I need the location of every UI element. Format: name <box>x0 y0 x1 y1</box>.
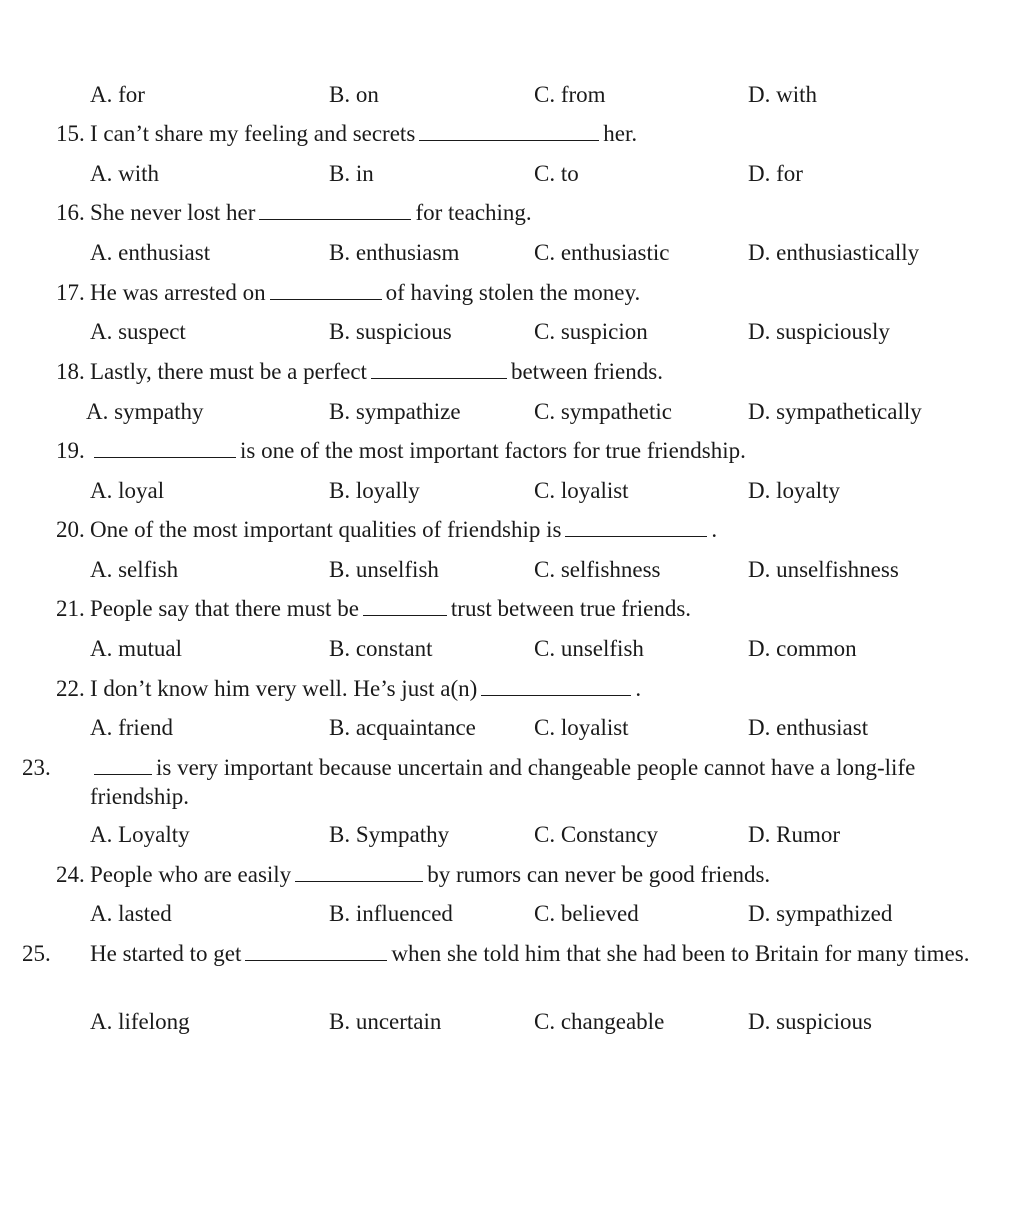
options-row-25 <box>0 1007 1024 1037</box>
option-c[interactable]: C. suspicion <box>534 319 648 344</box>
options-row-22 <box>0 713 1024 743</box>
option-c[interactable]: C. enthusiastic <box>534 240 670 265</box>
question-text <box>56 674 986 704</box>
question-number: 17. <box>56 280 85 305</box>
question-15 <box>0 119 1024 149</box>
option-b: B. on <box>329 82 379 107</box>
prev-options-row <box>0 80 1024 110</box>
question-number: 23. <box>22 755 51 780</box>
option-c: C. from <box>534 82 606 107</box>
option-a[interactable]: A. lifelong <box>90 1009 190 1034</box>
question-after: . <box>711 517 718 542</box>
question-after: is very important because uncertain and changeable people cannot have a long-life friendship. <box>90 755 916 809</box>
option-b[interactable]: B. constant <box>329 636 433 661</box>
question-after: between friends. <box>510 359 663 384</box>
options-row-23 <box>0 820 1024 850</box>
answer-blank[interactable] <box>245 940 387 961</box>
question-before: People say that there must be <box>90 596 359 621</box>
option-c[interactable]: C. sympathetic <box>534 399 672 424</box>
option-d[interactable]: D. common <box>748 636 857 661</box>
question-number: 20. <box>56 517 85 542</box>
question-number: 22. <box>56 676 85 701</box>
option-a[interactable]: A. enthusiast <box>90 240 211 265</box>
question-number: 24. <box>56 862 85 887</box>
option-b[interactable]: B. influenced <box>329 901 453 926</box>
option-a[interactable]: A. lasted <box>90 901 172 926</box>
option-b[interactable]: B. suspicious <box>329 319 452 344</box>
question-after: when she told him that she had been to Britain for many times. <box>391 941 970 966</box>
question-19 <box>0 436 1024 466</box>
question-23 <box>0 753 1024 813</box>
answer-blank[interactable] <box>94 437 236 458</box>
question-after: for teaching. <box>415 200 532 225</box>
option-a: A. for <box>90 82 145 107</box>
question-before: She never lost her <box>90 200 256 225</box>
question-text <box>56 278 986 308</box>
question-16 <box>0 198 1024 228</box>
question-number: 19. <box>56 438 85 463</box>
question-18 <box>0 357 1024 387</box>
question-text <box>56 515 986 545</box>
option-b[interactable]: B. uncertain <box>329 1009 442 1034</box>
options-row-20 <box>0 555 1024 585</box>
option-d[interactable]: D. Rumor <box>748 822 840 847</box>
option-a[interactable]: A. mutual <box>90 636 182 661</box>
answer-blank[interactable] <box>295 861 423 882</box>
question-after: . <box>635 676 642 701</box>
option-a[interactable]: A. sympathy <box>86 399 204 424</box>
options-row-21 <box>0 634 1024 664</box>
option-a[interactable]: A. friend <box>90 715 174 740</box>
question-before: He was arrested on <box>90 280 266 305</box>
question-before: I can’t share my feeling and secrets <box>90 121 416 146</box>
option-d[interactable]: D. suspiciously <box>748 319 890 344</box>
option-c[interactable]: C. changeable <box>534 1009 665 1034</box>
option-b[interactable]: B. enthusiasm <box>329 240 460 265</box>
answer-blank[interactable] <box>419 120 599 141</box>
question-after: is one of the most important factors for true friendship. <box>240 438 746 463</box>
option-a[interactable]: A. Loyalty <box>90 822 190 847</box>
options-row-24 <box>0 899 1024 929</box>
question-text <box>22 939 1020 968</box>
option-c[interactable]: C. selfishness <box>534 557 661 582</box>
answer-blank[interactable] <box>565 516 707 537</box>
answer-blank[interactable] <box>259 199 411 220</box>
option-c[interactable]: C. unselfish <box>534 636 644 661</box>
option-b[interactable]: B. acquaintance <box>329 715 476 740</box>
question-before: Lastly, there must be a perfect <box>90 359 367 384</box>
options-row-19 <box>0 476 1024 506</box>
option-c[interactable]: C. Constancy <box>534 822 658 847</box>
question-before: One of the most important qualities of friendship is <box>90 517 562 542</box>
question-number: 18. <box>56 359 85 384</box>
option-d[interactable]: D. for <box>748 161 803 186</box>
option-b[interactable]: B. unselfish <box>329 557 439 582</box>
option-c[interactable]: C. believed <box>534 901 639 926</box>
question-text <box>56 860 986 890</box>
question-text <box>56 119 986 149</box>
question-after: trust between true friends. <box>450 596 692 621</box>
question-number: 21. <box>56 596 85 621</box>
question-21 <box>0 594 1024 624</box>
option-a[interactable]: A. suspect <box>90 319 186 344</box>
question-text <box>56 357 986 387</box>
question-after: by rumors can never be good friends. <box>427 862 771 887</box>
answer-blank[interactable] <box>270 279 382 300</box>
question-text <box>56 436 986 466</box>
answer-blank[interactable] <box>371 358 507 379</box>
option-a[interactable]: A. with <box>90 161 159 186</box>
options-row-16 <box>0 238 1024 268</box>
question-text <box>56 594 986 624</box>
option-d[interactable]: D. suspicious <box>748 1009 872 1034</box>
option-d[interactable]: D. enthusiast <box>748 715 869 740</box>
question-text <box>22 753 1020 811</box>
options-row-18 <box>0 397 1024 427</box>
answer-blank[interactable] <box>363 595 447 616</box>
question-number: 15. <box>56 121 85 146</box>
question-before: I don’t know him very well. He’s just a(n) <box>90 676 478 701</box>
question-text <box>56 198 986 228</box>
answer-blank[interactable] <box>94 754 152 775</box>
options-row-17 <box>0 317 1024 347</box>
question-20 <box>0 515 1024 545</box>
option-d[interactable]: D. enthusiastically <box>748 240 920 265</box>
question-before: People who are easily <box>90 862 292 887</box>
options-row-15 <box>0 159 1024 189</box>
option-b[interactable]: B. Sympathy <box>329 822 450 847</box>
question-number: 25. <box>22 941 51 966</box>
question-after: of having stolen the money. <box>385 280 641 305</box>
option-b[interactable]: B. loyally <box>329 478 420 503</box>
answer-blank[interactable] <box>481 675 631 696</box>
option-d[interactable]: D. unselfishness <box>748 557 899 582</box>
question-25 <box>0 939 1024 999</box>
option-b[interactable]: B. sympathize <box>329 399 461 424</box>
question-17 <box>0 278 1024 308</box>
option-d[interactable]: D. loyalty <box>748 478 840 503</box>
question-22 <box>0 674 1024 704</box>
option-a[interactable]: A. selfish <box>90 557 179 582</box>
option-c[interactable]: C. loyalist <box>534 478 629 503</box>
option-c[interactable]: C. to <box>534 161 579 186</box>
question-24 <box>0 860 1024 890</box>
option-d[interactable]: D. sympathized <box>748 901 893 926</box>
option-b[interactable]: B. in <box>329 161 374 186</box>
option-c[interactable]: C. loyalist <box>534 715 629 740</box>
question-number: 16. <box>56 200 85 225</box>
question-after: her. <box>603 121 638 146</box>
option-d[interactable]: D. sympathetically <box>748 399 922 424</box>
option-d: D. with <box>748 82 817 107</box>
option-a[interactable]: A. loyal <box>90 478 165 503</box>
question-before: He started to get <box>90 941 242 966</box>
